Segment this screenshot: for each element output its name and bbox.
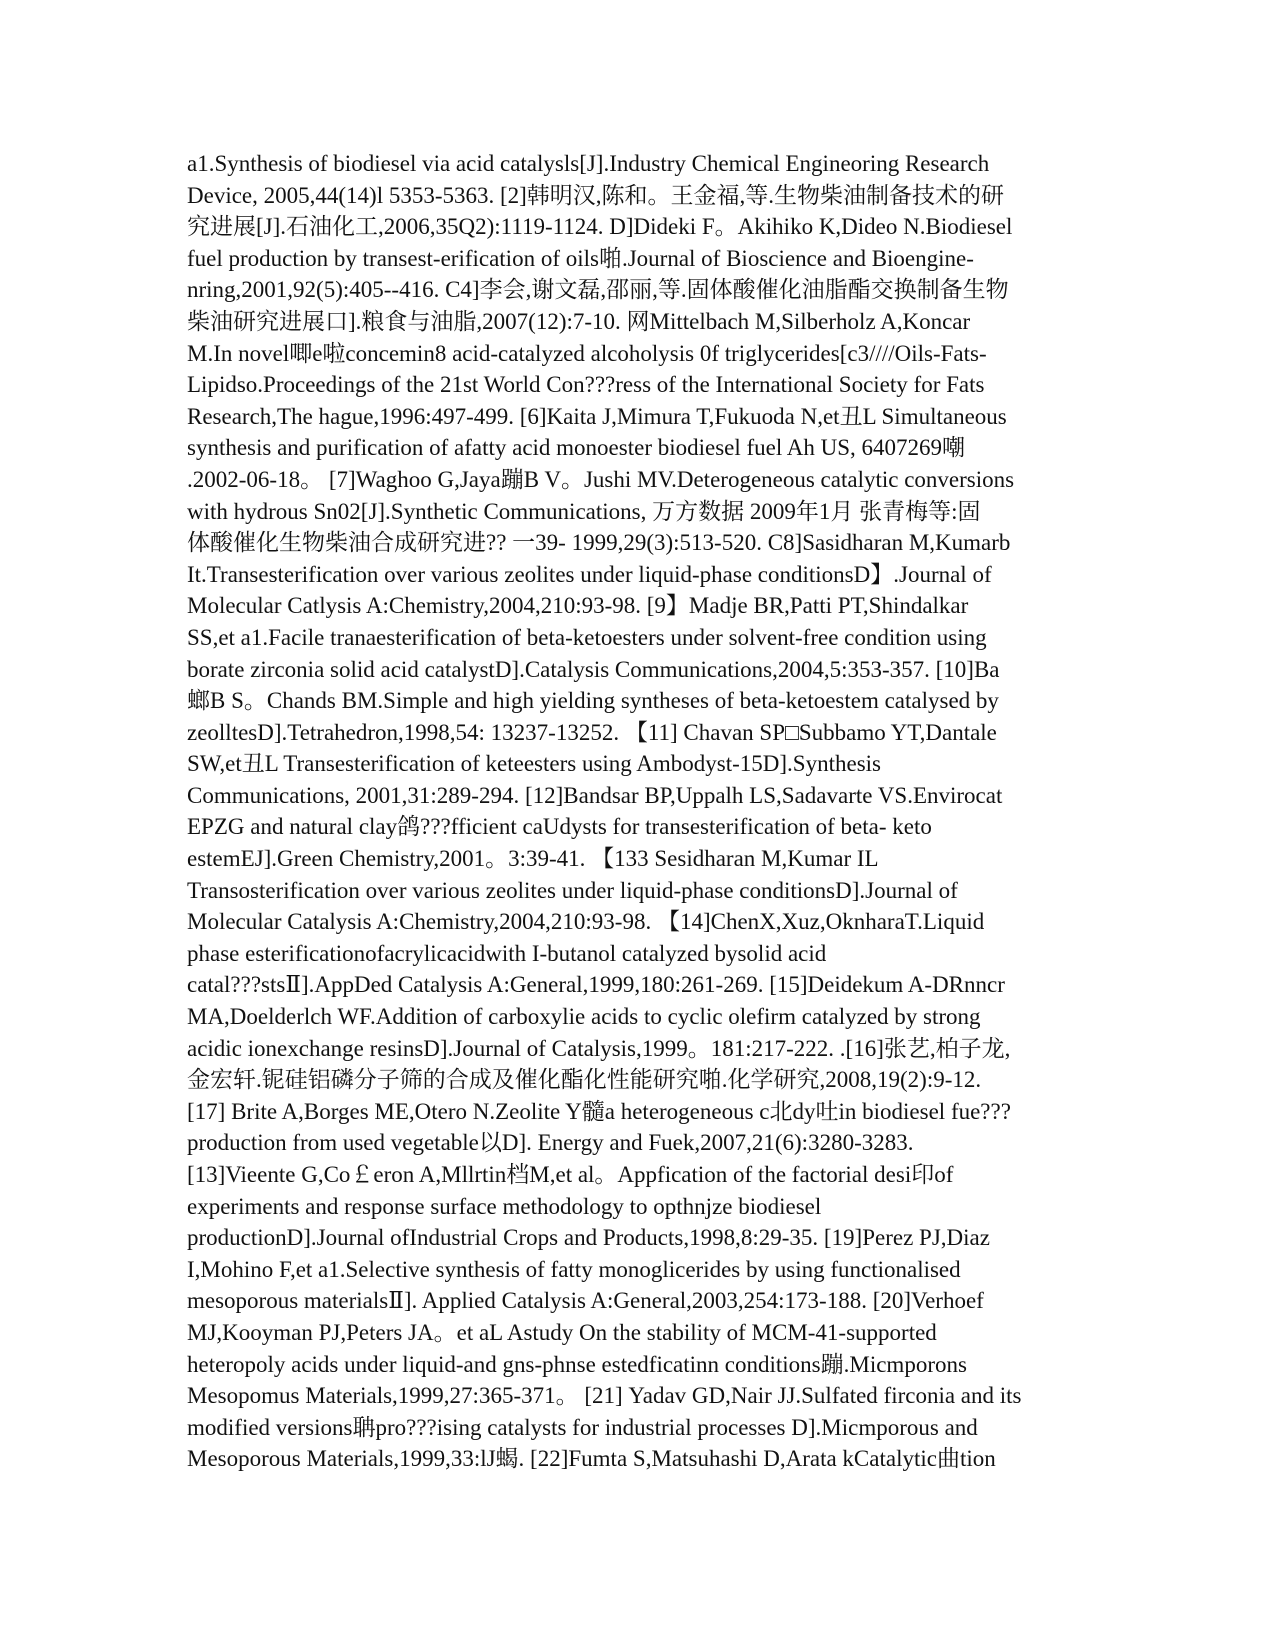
text-line: Device, 2005,44(14)l 5353-5363. [2]韩明汉,陈和。王金福,等.生物柴油制备技术的研 <box>187 182 1005 208</box>
text-line: zeolltesD].Tetrahedron,1998,54: 13237-13252. 【11] Chavan SP□Subbamo YT,Dantale <box>187 719 997 745</box>
text-line: Mesoporous Materials,1999,33:lJ蝎. [22]Fumta S,Matsuhashi D,Arata kCatalytic曲tion <box>187 1446 996 1472</box>
text-line: mesoporous materialsⅡ]. Applied Catalysis A:General,2003,254:173-188. [20]Verhoef <box>187 1288 984 1314</box>
text-line: phase esterificationofacrylicacidwith I-butanol catalyzed bysolid acid <box>187 940 827 966</box>
text-line: Lipidso.Proceedings of the 21st World Con???ress of the International Society for Fats <box>187 372 985 398</box>
text-line: catal???stsⅡ].AppDed Catalysis A:General,1999,180:261-269. [15]Deidekum A-DRnncr <box>187 972 1005 998</box>
text-line: 柴油研究进展口].粮食与油脂,2007(12):7-10. 网Mittelbach M,Silberholz A,Koncar <box>187 308 971 334</box>
text-line: [13]Vieente G,Co￡eron A,Mllrtin档M,et al。Appfication of the factorial desi印of <box>187 1162 954 1187</box>
text-line: modified versions聃pro???ising catalysts for industrial processes D].Micmporous and <box>187 1414 978 1440</box>
text-line: with hydrous Sn02[J].Synthetic Communications, 万方数据 2009年1月 张青梅等:固 <box>187 498 981 524</box>
text-line: 究进展[J].石油化工,2006,35Q2):1119-1124. D]Dideki F。Akihiko K,Dideo N.Biodiesel <box>187 214 1013 240</box>
text-line: 螂B S。Chands BM.Simple and high yielding syntheses of beta-ketoestem catalysed by <box>187 688 999 714</box>
text-line: borate zirconia solid acid catalystD].Catalysis Communications,2004,5:353-357. [10]Ba <box>187 656 1000 682</box>
text-line: Communications, 2001,31:289-294. [12]Bandsar BP,Uppalh LS,Sadavarte VS.Envirocat <box>187 782 1003 808</box>
text-line: productionD].Journal ofIndustrial Crops and Products,1998,8:29-35. [19]Perez PJ,Diaz <box>187 1225 990 1251</box>
text-line: It.Transesterification over various zeolites under liquid-phase conditionsD】.Journal of <box>187 561 992 587</box>
text-line: Molecular Catlysis A:Chemistry,2004,210:93-98. [9】Madje BR,Patti PT,Shindalkar <box>187 593 969 619</box>
text-line: 体酸催化生物柴油合成研究进?? 一39- 1999,29(3):513-520. C8]Sasidharan M,Kumarb <box>187 530 1011 556</box>
text-line: M.In novel唧e啦concemin8 acid-catalyzed alcoholysis 0f triglycerides[c3////Oils-Fats- <box>187 340 987 366</box>
text-line: Transosterification over various zeolites under liquid-phase conditionsD].Journal of <box>187 877 958 903</box>
text-line: SS,et a1.Facile tranaesterification of beta-ketoesters under solvent-free condition using <box>187 624 987 650</box>
text-line: EPZG and natural clay鸽???fficient caUdysts for transesterification of beta- keto <box>187 814 932 840</box>
text-line: a1.Synthesis of biodiesel via acid catalysls[J].Industry Chemical Engineoring Research <box>187 151 990 176</box>
text-line: MJ,Kooyman PJ,Peters JA。et aL Astudy On the stability of MCM-41-supported <box>187 1319 937 1345</box>
text-line: Mesopomus Materials,1999,27:365-371。 [21] Yadav GD,Nair JJ.Sulfated firconia and its <box>187 1383 1022 1409</box>
text-line: MA,Doelderlch WF.Addition of carboxylie acids to cyclic olefirm catalyzed by strong <box>187 1004 981 1030</box>
text-line: I,Mohino F,et a1.Selective synthesis of fatty monoglicerides by using functionalised <box>187 1256 961 1282</box>
reference-text-block <box>187 148 1092 1475</box>
text-line: estemEJ].Green Chemistry,2001。3:39-41. 【133 Sesidharan M,Kumar IL <box>187 846 879 872</box>
text-line: heteropoly acids under liquid-and gns-phnse estedficatinn conditions蹦.Micmporons <box>187 1351 967 1377</box>
text-line: experiments and response surface methodology to opthnjze biodiesel <box>187 1193 822 1219</box>
text-line: nring,2001,92(5):405--416. C4]李会,谢文磊,邵丽,等.固体酸催化油脂酯交换制备生物 <box>187 277 1009 303</box>
text-line: .2002-06-18。 [7]Waghoo G,Jaya蹦B V。Jushi MV.Deterogeneous catalytic conversions <box>187 466 1015 492</box>
text-line: Research,The hague,1996:497-499. [6]Kaita J,Mimura T,Fukuoda N,et丑L Simultaneous <box>187 403 1007 429</box>
text-line: [17] Brite A,Borges ME,Otero N.Zeolite Y髓a heterogeneous c北dy吐in biodiesel fue??? <box>187 1098 1011 1124</box>
text-line: production from used vegetable以D]. Energy and Fuek,2007,21(6):3280-3283. <box>187 1130 914 1156</box>
text-line: Molecular Catalysis A:Chemistry,2004,210:93-98. 【14]ChenX,Xuz,OknharaT.Liquid <box>187 909 985 935</box>
text-line: synthesis and purification of afatty acid monoester biodiesel fuel Ah US, 6407269嘲 <box>187 435 966 461</box>
text-line: 金宏轩.铌硅铝磷分子筛的合成及催化酯化性能研究啪.化学研究,2008,19(2):9-12. <box>187 1067 982 1093</box>
text-line: fuel production by transest-erification of oils啪.Journal of Bioscience and Bioengine- <box>187 245 974 271</box>
text-line: acidic ionexchange resinsD].Journal of Catalysis,1999。181:217-222. .[16]张艺,柏子龙, <box>187 1035 1011 1061</box>
text-line: SW,et丑L Transesterification of keteesters using Ambodyst-15D].Synthesis <box>187 751 881 777</box>
